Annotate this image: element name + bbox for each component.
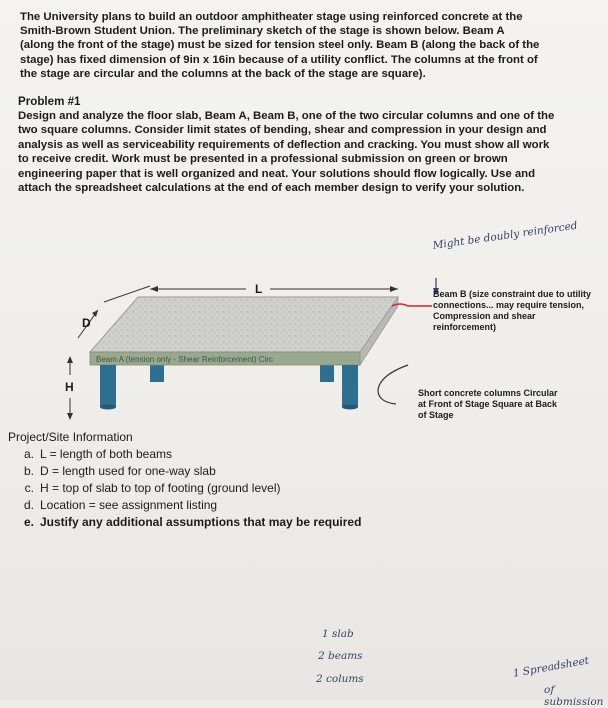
- beam-a-text: Beam A (tension only - Shear Reinforcement) Circ: [96, 355, 273, 364]
- floor-slab: [90, 297, 398, 352]
- problem-title: Problem #1: [18, 95, 81, 108]
- handwritten-slab: 1 slab: [322, 628, 354, 640]
- problem-body: Design and analyze the floor slab, Beam A, Beam B, one of the two circular columns and one of the two square columns. Consider limit states of bending, shear and compression in your design and analysis as well as serviceability requirements of deflection and cracking. You must show all work to receive credit. Work must be presented in a professional submission on green or brown engineering paper that is well organized and neat. Your solutions should flow logically. Use and attach the spreadsheet calculations at the end of each member design to verify your solution.: [18, 110, 555, 195]
- handwritten-submission: of submission: [544, 684, 604, 708]
- front-column-left: [100, 365, 116, 407]
- list-item: a. L = length of both beams: [23, 447, 172, 461]
- list-item: c. H = top of slab to top of footing (ground level): [24, 481, 281, 495]
- dimension-H-label: H: [65, 380, 74, 394]
- handwritten-note-doubly-reinforced: Might be doubly reinforced: [432, 219, 579, 252]
- list-item: e. Justify any additional assumptions that may be required: [23, 515, 362, 529]
- dimension-L-label: L: [255, 282, 263, 296]
- project-title: Project/Site Information: [8, 430, 133, 444]
- handwritten-columns: 2 colums: [316, 673, 364, 685]
- list-item: b. D = length used for one-way slab: [23, 464, 216, 478]
- beam-b-label: Beam B (size constraint due to utility connections... may require tension, Compression and shear reinforcement): [433, 289, 592, 332]
- columns-pointer: [378, 365, 408, 404]
- list-item: d. Location = see assignment listing: [23, 498, 218, 512]
- intro-paragraph: The University plans to build an outdoor amphitheater stage using reinforced concrete at the Smith-Brown Student Union. The preliminary sketch of the stage is shown below. Beam A (along the front of the stage) must be sized for tension steel only. Beam B (along the back of the stage) has fixed dimension of 9in x 16in because of a utility conflict. The columns at the front of the stage are circular and the columns at the back of the stage are square).: [20, 11, 540, 80]
- project-list: [12, 446, 361, 531]
- dimension-L-arrow: [150, 286, 398, 292]
- handwritten-beams: 2 beams: [318, 650, 363, 662]
- dimension-D-label: D: [82, 316, 91, 330]
- handwritten-spreadsheet: 1 Spreadsheet: [512, 654, 590, 680]
- columns-label: Short concrete columns Circular at Front of Stage Square at Back of Stage: [418, 388, 558, 420]
- front-column-right: [342, 365, 358, 407]
